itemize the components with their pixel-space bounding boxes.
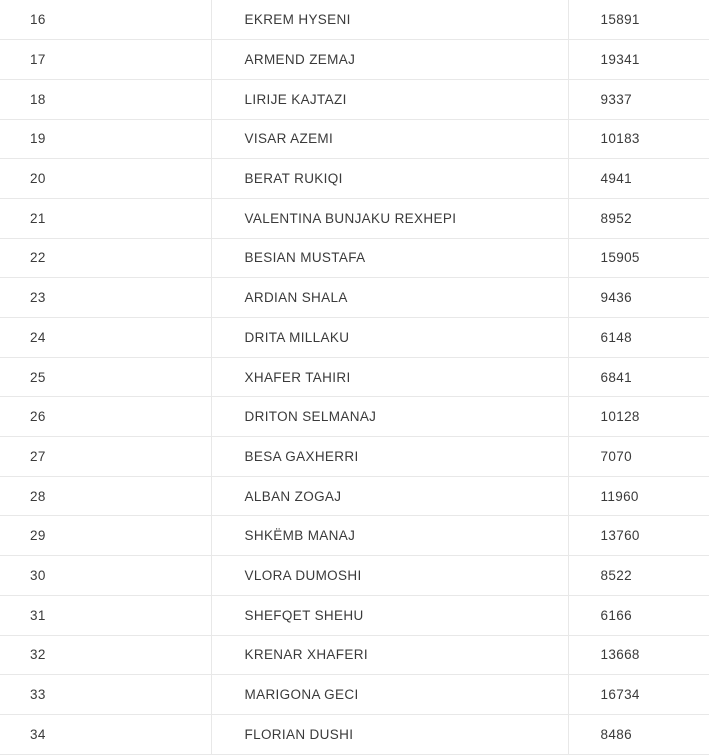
candidate-name: VALENTINA BUNJAKU REXHEPI	[211, 198, 568, 238]
table-row	[0, 40, 709, 80]
candidate-number: 26	[0, 397, 211, 437]
table-row	[0, 119, 709, 159]
candidate-votes: 6148	[568, 318, 709, 358]
table-row	[0, 198, 709, 238]
table-row	[0, 595, 709, 635]
table-row	[0, 516, 709, 556]
table-row	[0, 238, 709, 278]
candidate-votes: 8952	[568, 198, 709, 238]
candidate-number: 27	[0, 437, 211, 477]
candidate-name: SHKËMB MANAJ	[211, 516, 568, 556]
candidate-number: 19	[0, 119, 211, 159]
table-row	[0, 476, 709, 516]
table-row	[0, 714, 709, 754]
candidate-votes: 10128	[568, 397, 709, 437]
table-row	[0, 0, 709, 40]
candidate-number: 34	[0, 714, 211, 754]
candidate-name: BERAT RUKIQI	[211, 159, 568, 199]
candidate-name: VISAR AZEMI	[211, 119, 568, 159]
candidate-votes: 8522	[568, 556, 709, 596]
candidate-name: MARIGONA GECI	[211, 675, 568, 715]
candidate-number: 23	[0, 278, 211, 318]
candidate-number: 28	[0, 476, 211, 516]
candidate-number: 32	[0, 635, 211, 675]
candidate-name: ARMEND ZEMAJ	[211, 40, 568, 80]
candidate-number: 33	[0, 675, 211, 715]
candidate-votes: 8486	[568, 714, 709, 754]
candidate-votes: 13760	[568, 516, 709, 556]
candidate-votes: 7070	[568, 437, 709, 477]
candidate-votes: 9436	[568, 278, 709, 318]
table-row	[0, 79, 709, 119]
table-row	[0, 437, 709, 477]
candidate-name: KRENAR XHAFERI	[211, 635, 568, 675]
candidate-votes: 11960	[568, 476, 709, 516]
table-row	[0, 357, 709, 397]
candidate-name: DRITON SELMANAJ	[211, 397, 568, 437]
candidate-number: 25	[0, 357, 211, 397]
candidate-votes: 6841	[568, 357, 709, 397]
table-row	[0, 635, 709, 675]
candidate-number: 18	[0, 79, 211, 119]
candidate-number: 29	[0, 516, 211, 556]
candidate-number: 31	[0, 595, 211, 635]
candidate-name: BESIAN MUSTAFA	[211, 238, 568, 278]
candidate-name: DRITA MILLAKU	[211, 318, 568, 358]
candidate-number: 30	[0, 556, 211, 596]
candidate-votes: 19341	[568, 40, 709, 80]
candidate-name: BESA GAXHERRI	[211, 437, 568, 477]
table-row	[0, 556, 709, 596]
candidate-number: 17	[0, 40, 211, 80]
table-row	[0, 675, 709, 715]
candidate-votes: 15905	[568, 238, 709, 278]
candidate-name: XHAFER TAHIRI	[211, 357, 568, 397]
candidate-name: FLORIAN DUSHI	[211, 714, 568, 754]
table-row	[0, 278, 709, 318]
candidate-name: EKREM HYSENI	[211, 0, 568, 40]
table-row	[0, 397, 709, 437]
candidate-votes: 10183	[568, 119, 709, 159]
candidate-votes: 13668	[568, 635, 709, 675]
candidate-votes: 4941	[568, 159, 709, 199]
candidate-votes: 6166	[568, 595, 709, 635]
candidate-number: 20	[0, 159, 211, 199]
candidate-name: ARDIAN SHALA	[211, 278, 568, 318]
candidate-number: 22	[0, 238, 211, 278]
candidate-name: VLORA DUMOSHI	[211, 556, 568, 596]
candidate-votes: 16734	[568, 675, 709, 715]
table-row	[0, 318, 709, 358]
candidate-number: 24	[0, 318, 211, 358]
candidate-name: ALBAN ZOGAJ	[211, 476, 568, 516]
candidate-name: LIRIJE KAJTAZI	[211, 79, 568, 119]
candidate-votes: 15891	[568, 0, 709, 40]
candidate-name: SHEFQET SHEHU	[211, 595, 568, 635]
table-row	[0, 159, 709, 199]
candidate-votes: 9337	[568, 79, 709, 119]
candidate-number: 21	[0, 198, 211, 238]
candidate-number: 16	[0, 0, 211, 40]
